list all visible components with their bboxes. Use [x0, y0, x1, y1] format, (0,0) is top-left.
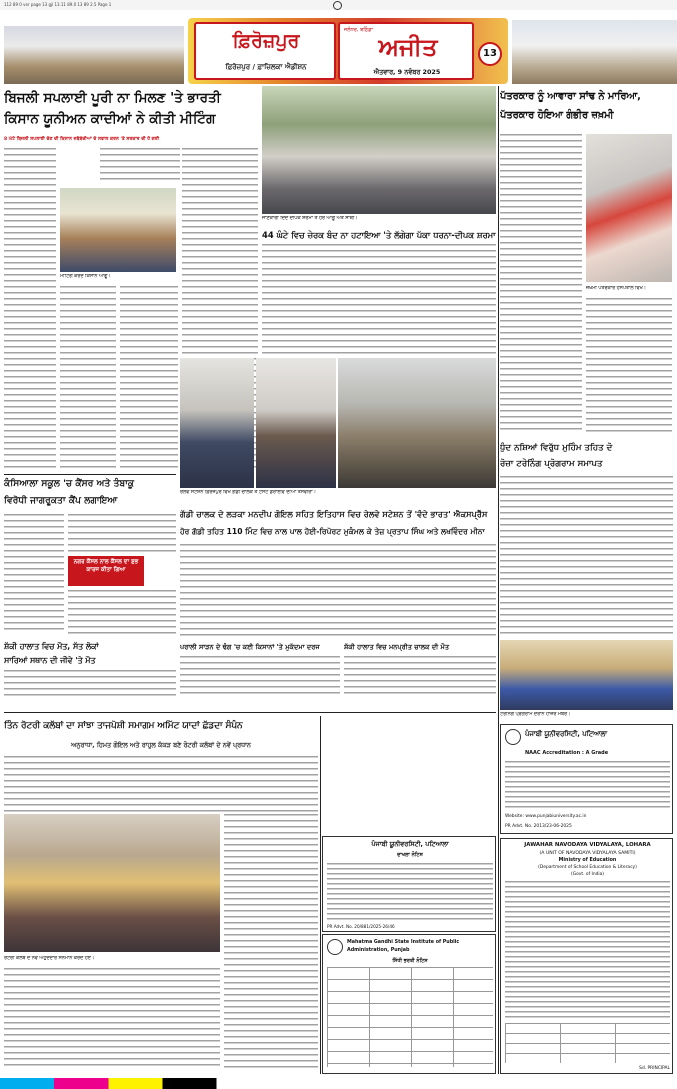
column-rule-1: [498, 86, 499, 1074]
masthead-right-box: [338, 22, 474, 80]
ad2-title: ਪੰਜਾਬੀ ਯੂਨੀਵਰਸਿਟੀ, ਪਟਿਆਲਾ: [371, 840, 449, 848]
story5-headline-2: ਹੋਰ ਗੱਡੀ ਤਹਿਤ 110 ਮਿੰਟ ਵਿਚ ਨਾਲ ਪਾਲ ਹੋਈ-ਰਿਪੋਰਟ ਮੁਕੰਮਲ ਕੇ ਤੇਜ਼ ਪ੍ਰਤਾਪ ਸਿੰਘ ਅਤੇ ਲਖਵਿੰਦਰ ਮੀਨਾ: [180, 527, 485, 536]
registration-mark-top: [333, 1, 342, 10]
story10-photo: [4, 814, 220, 952]
ad4-sub4: (Govt. of India): [570, 872, 605, 877]
ad2-body: [327, 863, 493, 921]
page-number: 13: [483, 48, 497, 59]
story9-headline-1: ਧੁੰਦ ਨਸ਼ਿਆਂ ਵਿਰੁੱਧ ਮੁਹਿੰਮ ਤਹਿਤ ਦੋ: [500, 443, 613, 453]
ad4-sub: (A UNIT OF NAVODAYA VIDYALAYA SAMITI): [539, 851, 636, 856]
ad-punjabi-university-1: [500, 724, 673, 834]
story9-body: [500, 476, 673, 638]
story6-headline-1: ਸ਼ੱਕੀ ਹਾਲਾਤ ਵਿਚ ਮੌਤ, ਸੱਤ ਲੋਕਾਂ: [4, 642, 99, 651]
masthead-tag: ਜਲੰਧਰ, ਬਠਿੰਡਾ: [344, 27, 373, 33]
story3-body: [262, 244, 496, 354]
story4-headline-1: ਕੰਸਿਆਲਾ ਸਕੂਲ 'ਚ ਕੈਂਸਰ ਅਤੇ ਤੰਬਾਕੂ: [4, 478, 135, 489]
story7-body: [180, 656, 340, 696]
story5-headline-1: ਗੱਡੀ ਚਾਲਕ ਦੇ ਲੜਕਾ ਮਨਦੀਪ ਗੋਇਲ ਸਹਿਤ ਇਤਿਹਾਸ ਵਿਚ ਰੇਲਵੇ ਸਟੇਸ਼ਨ ਤੋਂ 'ਵੰਦੇ ਭਾਰਤ' ਐਕਸਪ੍ਰੈੱਸ: [180, 509, 488, 519]
story9-headline-2: ਰੋਜ਼ਾ ਟਰੇਨਿੰਗ ਪ੍ਰੋਗਰਾਮ ਸਮਾਪਤ: [500, 459, 603, 469]
story2-headline-2: ਪੱਤਰਕਾਰ ਹੋਇਆ ਗੰਭੀਰ ਜ਼ਖ਼ਮੀ: [500, 110, 614, 121]
story9-photo: [500, 640, 673, 710]
ad1-ref: PR Advt. No. 2013/23-06-2025: [505, 824, 572, 829]
story-stubble: [180, 640, 340, 696]
ad2-sub: ਦਾਖਲਾ ਨੋਟਿਸ: [397, 852, 423, 858]
story-suspicious-death: [344, 640, 496, 696]
story1-body-col2: [60, 286, 116, 472]
story1-caption: ਮੀਟਿੰਗ ਕਰਦੇ ਕਿਸਾਨ ਆਗੂ।: [60, 274, 111, 279]
story4-redbox: [68, 556, 144, 586]
story5-photo-2: [256, 358, 336, 488]
ad1-body: [505, 761, 670, 811]
ad3-logo: [327, 939, 343, 955]
ad4-footer: Sd. PRINCIPAL: [639, 1066, 670, 1071]
page-number-badge: [478, 42, 502, 66]
story-rotary: [4, 716, 318, 1074]
story2-caption: ਜ਼ਖ਼ਮੀ ਪੱਤਰਕਾਰ ਹਸਪਤਾਲ ਵਿਖੇ।: [586, 286, 646, 291]
story2-photo: [586, 134, 672, 282]
story3-caption: ਜਾਣਕਾਰੀ ਦਿੰਦੇ ਦੀਪਕ ਸ਼ਰਮਾ ਤੇ ਹੋਰ ਆਗੂ ਅਤੇ ਸਾਥੀ।: [262, 216, 358, 221]
ad3-sub: ਸਿੱਧੀ ਭਰਤੀ ਨੋਟਿਸ: [392, 958, 428, 964]
story1-body-col3a: [100, 148, 180, 184]
story-journalist: [500, 86, 673, 436]
ad4-title: JAWAHAR NAVODAYA VIDYALAYA, LOHARA: [524, 842, 651, 848]
bottom-colour-strip: [0, 1078, 677, 1089]
story3-headline: 44 ਘੰਟੇ ਵਿਚ ਜ਼ੇਰਕ ਬੰਦ ਨਾ ਹਟਾਇਆ 'ਤੇ ਲੱਗੇਗਾ ਪੱਕਾ ਧਰਨਾ-ਦੀਪਕ ਸ਼ਰਮਾ: [262, 230, 496, 240]
story3-photo: [262, 86, 496, 214]
story-cancer-camp: [4, 476, 176, 636]
story10-headline: ਤਿੰਨ ਰੋਟਰੀ ਕਲੱਬਾਂ ਦਾ ਸਾਂਝਾ ਤਾਜਪੋਸ਼ੀ ਸਮਾਗਮ ਅਮਿੱਟ ਯਾਦਾਂ ਛੱਡਦਾ ਸੰਪੰਨ: [4, 721, 243, 731]
story1-body-col1: [4, 148, 56, 472]
story2-body-col1: [500, 134, 582, 434]
masthead: [0, 12, 677, 84]
masthead-photo-left: [4, 26, 184, 84]
masthead-date: ਐਤਵਾਰ, 9 ਨਵੰਬਰ 2025: [373, 68, 441, 76]
masthead-photo-right: [512, 20, 677, 84]
story10-caption: ਰੋਟਰੀ ਕਲੱਬ ਦੇ ਨਵੇਂ ਅਹੁਦੇਦਾਰ ਸਨਮਾਨ ਕਰਦੇ ਹੋਏ।: [4, 956, 95, 961]
story4-body-right: [68, 514, 176, 554]
story5-photo-3: [338, 358, 496, 488]
story4-body-right-2: [68, 590, 176, 634]
ad-jnv-lohara: [500, 838, 673, 1074]
masthead-left-box: [194, 22, 336, 80]
ad1-logo: [505, 729, 521, 745]
story-car-death: [4, 640, 176, 696]
story10-body-right: [224, 814, 318, 1068]
story8-body: [344, 656, 496, 696]
row-rule-2: [4, 712, 496, 713]
story5-caption: ਰੇਲਵੇ ਸਟੇਸ਼ਨ ਫ਼ਿਰੋਜ਼ਪੁਰ ਵਿਖੇ ਗੱਡੀ ਚਾਲਕ ਤੇ ਟੈਸਟ ਡਰਾਈਵ ਦੀਆਂ ਤਸਵੀਰਾਂ।: [180, 490, 316, 495]
story6-headline-2: ਸਾਰਿਆਂ ਸਥਾਨ ਦੀ ਜੀਵੇ 'ਤੇ ਮੌਤ: [4, 656, 96, 665]
masthead-brand: ਅਜੀਤ: [378, 33, 438, 61]
story4-body-left: [4, 514, 64, 634]
story5-photo-1: [180, 358, 254, 488]
column-rule-2: [320, 716, 321, 1074]
ad1-sub: NAAC Accreditation : A Grade: [525, 750, 609, 756]
ad4-sub2: Ministry of Education: [558, 858, 617, 863]
ad3-title: Mahatma Gandhi State Institute of Public Administration, Punjab: [347, 940, 460, 953]
story1-sub: 8 ਘੰਟੇ ਬਿਜਲੀ ਸਪਲਾਈ ਦੇਣ ਦੀ ਕਿਸਾਨ ਜਥੇਬੰਦੀਆਂ ਦੇ ਸਵਾਲ ਕਰਨ 'ਤੇ ਸਰਕਾਰ ਦੀ ਹੋ ਗਈ: [4, 137, 160, 142]
story7-headline: ਪਰਾਲੀ ਸਾੜਨ ਦੇ ਢੰਗ 'ਚ ਕਈ ਕਿਸਾਨਾਂ 'ਤੇ ਮੁਕੱਦਮਾ ਦਰਜ: [180, 643, 320, 651]
story1-headline-1: ਬਿਜਲੀ ਸਪਲਾਈ ਪੂਰੀ ਨਾ ਮਿਲਣ 'ਤੇ ਭਾਰਤੀ: [4, 90, 221, 106]
story1-body-col3: [120, 286, 178, 472]
story9-caption: ਟਰੇਨਿੰਗ ਪ੍ਰੋਗਰਾਮ ਦੌਰਾਨ ਹਾਜ਼ਰ ਮੈਂਬਰ।: [500, 712, 571, 717]
story8-headline: ਸ਼ੱਕੀ ਹਾਲਾਤ ਵਿਚ ਮਨਪ੍ਰੀਤ ਚਾਲਕ ਦੀ ਮੌਤ: [344, 643, 450, 651]
story2-headline-1: ਪੱਤਰਕਾਰ ਨੂੰ ਆਵਾਰਾ ਸਾਂਢ ਨੇ ਮਾਰਿਆ,: [500, 91, 641, 102]
row-rule-1: [4, 474, 176, 475]
meta-text: 112 89 0 ver page 13 gjl 13.11 89.0 13 89 2.5 Page 1: [4, 2, 112, 7]
story5-body: [180, 544, 496, 638]
ad2-ref: PR Advt. No. 20/881/2025-26/46: [327, 924, 395, 929]
story10-body-top: [4, 756, 318, 812]
story1-headline-2: ਕਿਸਾਨ ਯੂਨੀਅਨ ਕਾਦੀਆਂ ਨੇ ਕੀਤੀ ਮੀਟਿੰਗ: [4, 111, 216, 127]
masthead-sub: ਫ਼ਿਰੋਜ਼ਪੁਰ / ਫ਼ਾਜ਼ਿਲਕਾ ਐਡੀਸ਼ਨ: [225, 63, 307, 71]
masthead-city: ਫ਼ਿਰੋਜ਼ਪੁਰ: [232, 30, 300, 52]
story10-sub: ਅਨੁਰਾਧਾ, ਹਿਮਤ ਗੋਇਲ ਅਤੇ ਰਾਹੁਲ ਕੱਕੜ ਬਣੇ ਰੋਟਰੀ ਕਲੱਬਾਂ ਦੇ ਨਵੇਂ ਪ੍ਰਧਾਨ: [71, 741, 251, 749]
story6-body: [4, 670, 176, 696]
story10-body-bottom: [4, 968, 220, 1068]
ad4-table: [505, 1023, 670, 1063]
story1-photo: [60, 188, 176, 272]
ad4-sub3: (Department of School Education & Literacy): [538, 865, 637, 870]
story2-body-col2: [586, 298, 672, 434]
story-drug-training: [500, 440, 673, 720]
ad3-table: [327, 967, 493, 1067]
ad-mgsipa: [322, 934, 496, 1074]
story4-redbox-text: ਨਗਰ ਕੌਂਸਲ ਨਾਲ ਕੌਂਸਲ ਦਾ ਸ਼ੁਭ ਕਾਰਜ ਕੀਤਾ ਗਿਆ: [73, 559, 139, 573]
ad1-line: Website: www.punjabiuniversity.ac.in: [505, 814, 587, 819]
ad1-title: ਪੰਜਾਬੀ ਯੂਨੀਵਰਸਿਟੀ, ਪਟਿਆਲਾ: [525, 730, 608, 738]
ad-punjabi-university-2: [322, 836, 496, 932]
ad4-body: [505, 881, 670, 1021]
story4-headline-2: ਵਿਰੋਧੀ ਜਾਗਰੂਕਤਾ ਕੈਂਪ ਲਗਾਇਆ: [4, 495, 118, 506]
